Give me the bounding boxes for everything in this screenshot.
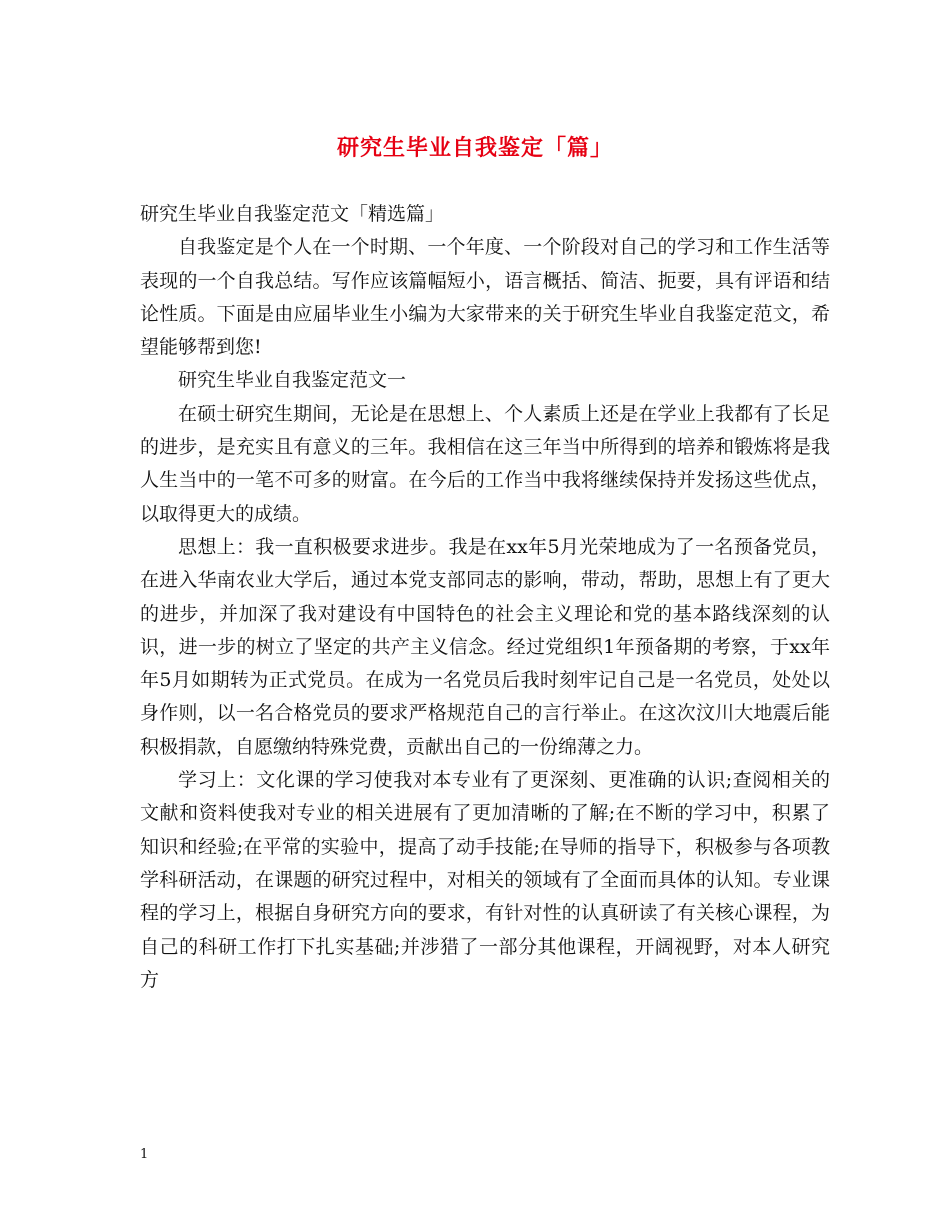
subsection-heading: 研究生毕业自我鉴定范文一 [178, 369, 407, 392]
page-number: 1 [140, 1147, 149, 1162]
paragraph-overview: 在硕士研究生期间，无论是在思想上、个人素质上还是在学业上我都有了长足的进步，是充实且有意义的三年。我相信在这三年当中所得到的培养和锻炼将是我人生当中的一笔不可多的财富。在今后的工作当中我将继续保持并发扬这些优点，以取得更大的成绩。 [140, 402, 830, 525]
paragraph-intro: 自我鉴定是个人在一个时期、一个年度、一个阶段对自己的学习和工作生活等表现的一个自我总结。写作应该篇幅短小，语言概括、简洁、扼要，具有评语和结论性质。下面是由应届毕业生小编为大家带来的关于研究生毕业自我鉴定范文，希望能够帮到您! [140, 236, 830, 359]
section-heading: 研究生毕业自我鉴定范文「精选篇」 [140, 203, 445, 225]
paragraph-study: 学习上：文化课的学习使我对本专业有了更深刻、更准确的认识;查阅相关的文献和资料使我对专业的相关进展有了更加清晰的了解;在不断的学习中，积累了知识和经验;在平常的实验中，提高了动手技能;在导师的指导下，积极参与各项教学科研活动，在课题的研究过程中，对相关的领域有了全面而具体的认知。专业课程的学习上，根据自身研究方向的要求，有针对性的认真研读了有关核心课程，为自己的科研工作打下扎实基础;并涉猎了一部分其他课程，开阔视野，对本人研究方 [140, 769, 830, 991]
document-body [140, 198, 830, 997]
paragraph-ideology: 思想上：我一直积极要求进步。我是在xx年5月光荣地成为了一名预备党员，在进入华南农业大学后，通过本党支部同志的影响，带动，帮助，思想上有了更大的进步，并加深了我对建设有中国特色的社会主义理论和党的基本路线深刻的认识，进一步的树立了坚定的共产主义信念。经过党组织1年预备期的考察，于xx年年5月如期转为正式党员。在成为一名党员后我时刻牢记自己是一名党员，处处以身作则，以一名合格党员的要求严格规范自己的言行举止。在这次汶川大地震后能积极捐款，自愿缴纳特殊党费，贡献出自己的一份绵薄之力。 [140, 535, 830, 758]
document-title: 研究生毕业自我鉴定「篇」 [336, 135, 613, 161]
